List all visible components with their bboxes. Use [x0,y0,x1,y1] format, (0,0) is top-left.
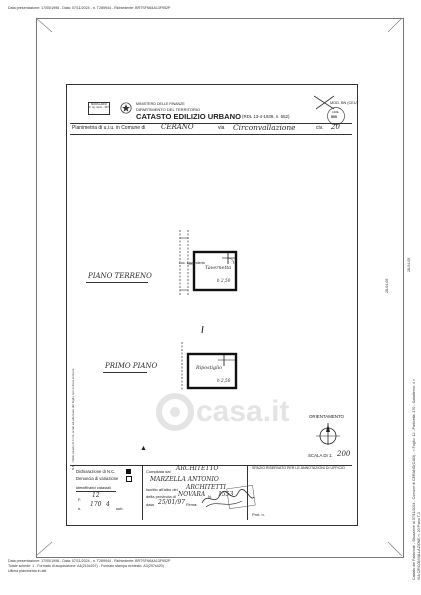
first-floor-label: PRIMO PIANO [105,362,158,370]
provincia-label: della provincia di [146,494,176,499]
n-value: 170 [90,501,102,508]
side-text-mid-2: 28-04-05 [385,278,389,293]
header-rule-bottom [70,134,352,135]
orientation-label: ORIENTAMENTO [309,414,344,419]
ground-floor-label: PIANO TERRENO [88,272,152,280]
form-title: CATASTO EDILIZIO URBANO [136,112,242,121]
lire-label: LIRE [332,110,339,114]
f-label: F. [78,497,82,502]
numero-label: N. [208,494,212,499]
dichiarazione-label: Dichiarazione di N.C. [76,469,116,474]
dichiarazione-checkbox [126,469,131,474]
ground-floor-underline [86,282,148,283]
comune-value: CERANO [161,123,194,131]
signature-stamp [198,485,258,511]
numero-value: 1553 [218,491,234,498]
footer-line-3: Ultima planimetria in atti [8,569,47,573]
footer-line-1: Data presentazione: 17/05/1998 - Data: 07/11/2024 - n. T289944 - Richiedente: BRTSFN64A13F952P [8,559,171,563]
denuncia-checkbox [126,476,132,482]
ground-side-room-label: Loc. Lavanderia [179,261,205,265]
albo-value: ARCHITETTI [186,484,226,491]
side-text-sub: VIA CIRCONVALLAZIONE n. 20 Piano T-1 [417,512,421,580]
first-room-height: h 2,50 [217,378,231,383]
side-text-mid: 28-04-05 [407,257,411,272]
side-text-main: Catasto dei Fabbricati - Situazione al 07/11/2024 - Comune di CERANO(C483) - < Foglio: 12 - Particella: 170 - Subalterno: 4 > [412,378,416,580]
via-label: via [218,125,225,131]
model-box-line-1: MODULARIO [91,103,107,106]
republic-emblem-icon [120,101,132,115]
law-label: (RDL 13-4-1939, n. 652) [242,114,290,119]
data-value: 25/01/97 [158,499,185,506]
identificativi-label: Identificativi catastali [76,486,111,490]
department-label: DIPARTIMENTO DEL TERRITORIO [136,107,201,112]
iscritto-label: Iscritto all'albo dei [146,487,178,492]
compass-north-icon [314,422,342,446]
first-floor-underline [103,372,147,373]
mod-code: MOD. BN (CEU) [330,101,358,105]
watermark-text: casa.it [196,395,290,428]
sub-label: sub. [116,506,124,511]
f-value: 12 [92,492,100,499]
bottom-divider-1 [142,465,143,520]
civ-label: civ. [316,125,324,131]
planimetry-sheet [66,84,358,526]
spazio-label: SPAZIO RISERVATO PER LE ANNOTAZIONI DI UFFICIO [252,466,345,470]
scale-value: 200 [337,450,351,458]
titolo-value: ARCHITETTO [176,465,219,472]
compilata-label: Compilata dal [146,469,171,474]
sub-value: 4 [106,501,110,508]
footer-line-2: Totale schede: 1 - Formato di acquisizione: A4(210x297) - Formato stampa richiesto: A3(297x420) [8,564,164,568]
planimetry-label: Planimetria di u.i.u. in Comune di [72,125,146,131]
scale-label: SCALA DI 1: [308,453,333,458]
firma-label: Firma: [186,502,198,507]
ground-room-height: h 2,50 [217,278,231,283]
nome-value: MARZELLA ANTONIO [150,476,219,483]
ministry-label: MINISTERO DELLE FINANZE [136,102,185,106]
provincia-value: NOVARA [178,491,206,498]
via-value: Circonvallazione [233,123,296,132]
lire-value: 500 [331,115,337,119]
model-box-line-2: F. rig. rend. - 497 [89,106,109,110]
side-text-left: N.B. - Nello spazio di 4 cm. ai lati ed alla base del foglio non si deve scrivere [71,368,75,470]
data-label: data [146,502,154,507]
prot-label: Prot. n. [252,512,265,517]
first-room-label: Ripostiglio [196,366,223,371]
model-box [88,102,110,115]
n-label: n. [78,506,82,511]
header-line: Data presentazione: 17/05/1998 - Data: 07/11/2024 - n. T289944 - Richiedente: BRTSFN64A13F952P [8,6,171,10]
ground-room-label: Tavernetta [205,266,232,271]
watermark-logo-icon [155,392,195,432]
denuncia-label: Denuncia di variazione [76,476,119,481]
plan-tick-mark [200,326,206,334]
header-rule-top [70,123,352,124]
civ-value: 20 [331,123,340,131]
plan-mark: ▲ [140,445,147,452]
